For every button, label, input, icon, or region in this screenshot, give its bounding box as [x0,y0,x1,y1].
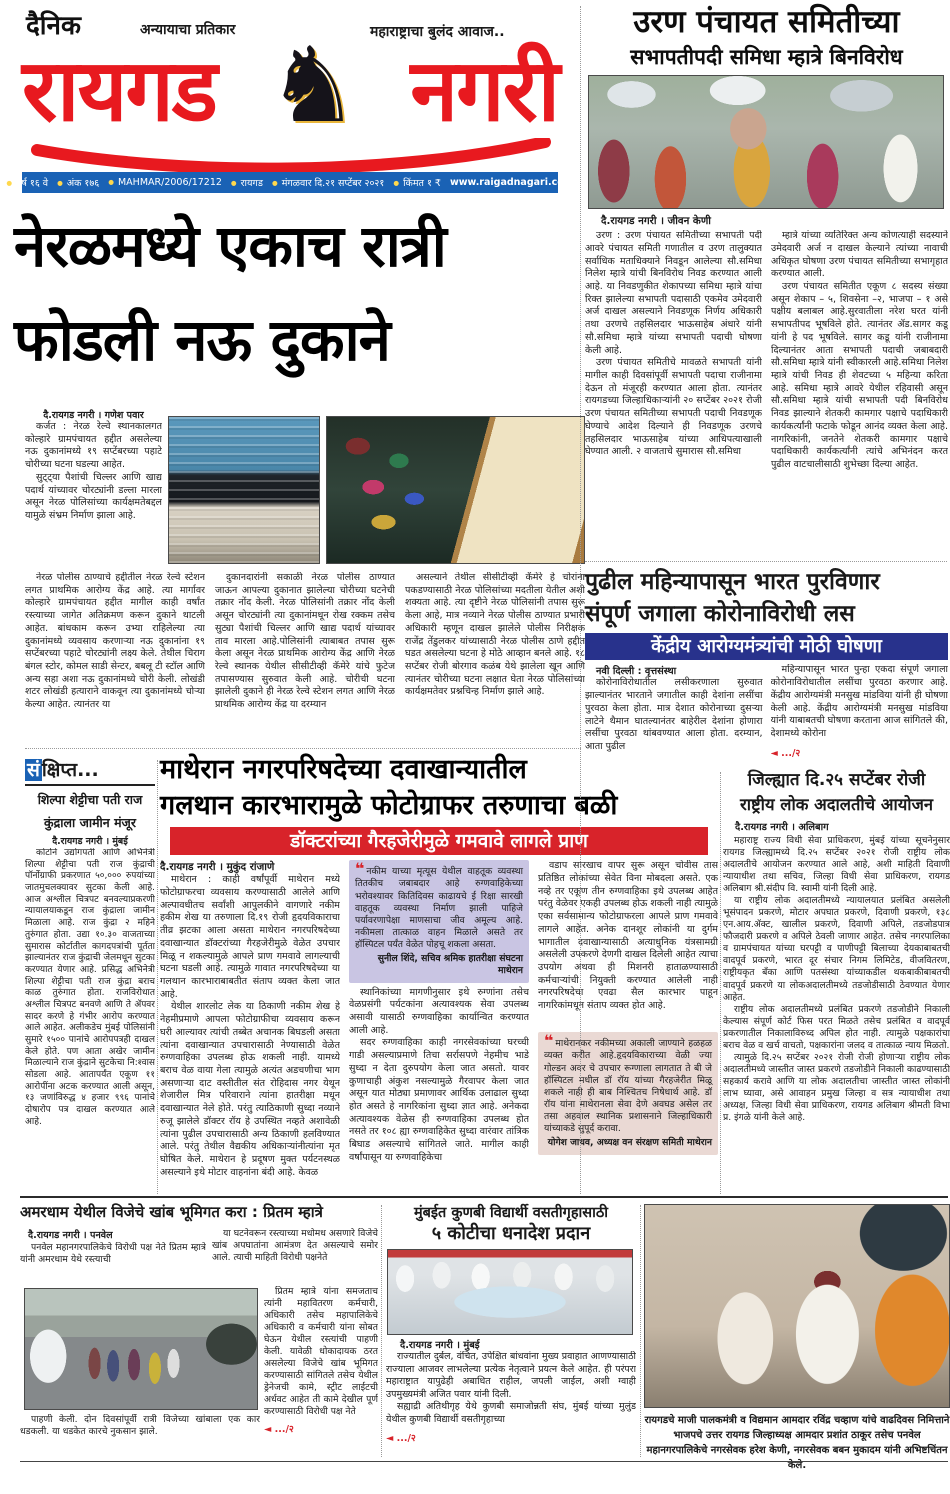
masthead [16,2,574,194]
matheran-column-a [160,860,340,1212]
birthday-greeting-photo [644,1204,950,1408]
neral-column-b [215,572,395,742]
lok-byline: दै.रायगड नगरी । अलिबाग [735,821,829,833]
uran-paragraph: उरण : उरण पंचायत समितीच्या सभापती पदी आवरे पंचायत समिती गणातील व उरण तालुक्यात सर्वाधिक मताधिक्याने निवडून आलेल्या सौ.समिधा निलेश म्हात्रे यांची बिनविरोध निवड करण्यात आली आहे. या निवडणुकीत शेकापच्या समिधा म्हात्रे यांचा रिक्त झालेल्या सभापती पदासाठी एकमेव उमेदवारी अर्ज दाखल असल्याने निवडणूक निर्णय अधिकारी तथा उरणचे तहसिलदार भाऊसाहेब अंधारे यांनी सौ.समिधा म्हात्रे यांच्या सभापती पदाची घोषणा केली आहे. [585,230,762,356]
lok-paragraph: राष्ट्रीय लोक अदालतीमध्ये प्रलंबित प्रकरणे तडजोडीने निकाली केल्यास संपूर्ण कोर्ट फिस परत मिळते तसेच प्रलंबित व वादपूर्व प्रकरणातील निकालाविरुध्द अपिल होत नाही. त्यामुळे पक्षकारांचा बराच वेळ व खर्च वाचतो, पक्षकारांना जलद व तात्काळ न्याय मिळतो. [723,1003,950,1051]
vertical-divider-bottom-2 [640,1205,641,1457]
matheran-column-c [538,860,718,1212]
uran-byline: दै.रायगड नगरी । जीवन केणी [601,215,711,228]
neral-body-columns [25,572,585,742]
neral-shop-shutter-photo [168,416,320,564]
brief-header-highlight: सं [27,759,40,781]
kunbi-byline: दै.रायगड नगरी । मुंबई [400,1340,480,1352]
uran-celebration-photo [588,75,944,209]
neral-column-a [25,572,205,742]
matheran-column-b [349,860,529,1212]
matheran-body-columns [160,860,718,1212]
quote-box-yogesh-jadhav [538,1032,718,1154]
infobar-year: ● वर्ष १६ वे [6,176,48,189]
birthday-photo-block [644,1204,950,1480]
brief-header-rest: क्षिप्त... [41,759,99,781]
uran-headline-line1: उरण पंचायत समितीच्या [633,4,900,40]
lok-paragraph: या राष्ट्रीय लोक अदालतीमध्ये न्यायालयात प्रलंबित असलेली भूसंपादन प्रकरणे, मोटार अपघात प्रकरणे, दिवाणी प्रकरणे, १३८ एन.आय.ॲक्ट, खालील प्रकरणे, दिवाणी अपिले, तडजोडपात्र फौजदारी प्रकरणे व अपिले ठेवली जाणार आहेत. तसेच नगरपालिका व ग्रामपंचायत यांच्या घरपट्टी व पाणीपट्टी बिलाच्या देयकाबाबतची वादपूर्व प्रकरणे, भारत दूर संचार निगम लिमिटेड, वीजवितरण, राष्ट्रीयकृत बँका आणि पतसंस्था यांच्याकडील थकबाकीबाबतची वादपूर्व प्रकरणे या लोकअदालतीमध्ये तडजोडीसाठी ठेवण्यात येणार आहेत. [723,895,950,1003]
quote-attribution: सुनील शिंदे, सचिव श्रमिक हातरीक्षा संघटना माथेरान [377,953,523,977]
article-neral-theft [25,404,585,744]
continuation-marker: ◄ .../२ [264,1424,294,1436]
quote-attribution: योगेश जाधव, अध्यक्ष वन संरक्षण समिती माथेरान [547,1137,712,1149]
lead-headline [14,200,586,388]
matheran-paragraph: स्थानिकांच्या मागणीनुसार इथे रुग्णांना तसेच वेळप्रसंगी पर्यटकांना अत्यावश्यक सेवा उपलब्ध असावी यासाठी रुग्णवाहिका कार्यान्वित करण्यात आली आहे. [349,986,529,1036]
brief-body [25,848,155,1200]
uran-column-2 [771,230,948,530]
brief-news-column [25,756,155,1196]
brief-byline: दै.रायगड नगरी । मुंबई [52,836,128,847]
corona-column-2 [771,664,949,776]
uran-paragraph: म्हात्रे यांच्या व्यतिरिक्त अन्य कोणत्याही सदस्याने उमेदवारी अर्ज न दाखल केल्याने त्यांच्या नावाची अधिकृत घोषणा उरण पंचायत समितीच्या सभागृहात करण्यात आली. [771,230,948,280]
uran-column-1 [585,230,762,530]
corona-subhead-band: केंद्रीय आरोग्यमंत्र्यांची मोठी घोषणा [585,633,948,660]
neral-column-c [405,572,585,742]
lok-body [723,835,950,1195]
article-kunbi-hostel [386,1202,636,1460]
website-link[interactable]: www.raigadnagari.com [449,177,574,188]
article-corona-vaccine [585,566,948,776]
continuation-marker: ◄ .../२ [770,747,801,759]
lok-paragraph: महाराष्ट्र राज्य विधी सेवा प्राधिकरण, मुंबई यांच्या सूचनेनुसार रायगड जिल्ह्यामध्ये दि.२५ सप्टेंबर २०२१ रोजी राष्ट्रीय लोक अदालतीचे आयोजन करण्यात आले आहे, अशी माहिती दिवाणी न्यायाधीश तथा सचिव, जिल्हा विधी सेवा प्राधिकरण, रायगड अलिबाग श्री.संदीप वि. स्वामी यांनी दिली आहे. [723,834,950,895]
amardham-paragraph: प्रितम म्हात्रे यांना समजताच त्यांनी महावितरण कर्मचारी, अधिकारी तसेच महापालिकेचे अधिकारी व कर्मचारी यांना सोबत घेऊन येथील रस्त्यांची पाहणी केली. यावेळी धोकादायक ठरत असलेल्या विजेचे खांब भूमिगत करण्यासाठी सांगितले तसेच येथील ड्रेनेजची कामे, स्ट्रीट लाईटची अर्धवट आहेत ती कामे देखील पूर्ण करण्यासाठी विरोधी पक्ष नेते [264,1286,378,1417]
kunbi-cheque-photo [387,1249,633,1335]
amardham-column-b-narrow [264,1286,378,1436]
uran-paragraph: उरण पंचायत समितीत एकूण ८ सदस्य संख्या असून शेकाप – ५, शिवसेना –२, भाजपा – १ असे पक्षीय बलाबल आहे.सुरवातीला नरेश घरत यांनी सभापतीपद भूषविले होते. त्यानंतर ॲड.सागर कडू यांनी हे पद भूषविले. सागर कडू यांनी राजीनामा दिल्यानंतर आता सभापती पदाची जबाबदारी सौ.समिधा म्हात्रे यांनी स्वीकारली आहे.समिधा निलेश म्हात्रे यांची निवड ही शेवटच्या ५ महिन्या करिता आहे. समिधा म्हात्रे आवरे येथील रहिवासी असून सौ.समिधा म्हात्रे यांची सभापती पदी बिनविरोध निवड झाल्याने शेतकरी कामगार पक्षाचे पदाधिकारी कार्यकर्त्यांनी फटाके फोडून आनंद व्यक्त केला आहे. नागरिकांनी, जनतेने शेतकरी कामगार पक्षाचे पदाधिकारी कार्यकर्त्यांनी त्यांचे अभिनंदन करत पुढील वाटचालीसाठी शुभेच्छा दिल्या आहेत. [771,281,948,471]
kunbi-paragraph: राज्यातील दुर्बल, वंचित, उपेक्षित बांधवांना मुख्य प्रवाहात आणण्यासाठी राज्याला आजवर लाभलेल्या प्रत्येक नेतृत्वाने प्रयत्न केले आहेत. ही परंपरा महाराष्ट्रात यापुढेही अबाधित राहील, जपली जाईल, अशी ग्वाही उपमुख्यमंत्री अजित पवार यांनी दिली. [386,1351,636,1400]
kunbi-paragraph: सह्याद्री अतिथीगृह येथे कुणबी समाजोन्नती संघ, मुंबई यांच्या मुलुंड येथील कुणबी विद्यार्थी वसतीगृहाच्या [386,1401,636,1425]
article-uran-sabhapati [585,2,948,560]
brief-section-header [25,756,155,786]
amardham-inspection-photo [24,1288,258,1410]
brief-headline-line1: शिल्पा शेट्टीचा पती राज [37,792,143,807]
publication-infobar [16,172,574,193]
corona-paragraph: महिन्यापासून भारत पुन्हा एकदा संपूर्ण जगाला कोरोनाविरोधातील लसींचा पुरवठा करणार आहे. केंद्रीय आरोग्यमंत्री मनसुख मांडविया यांनी ही घोषणा केली आहे. केंद्रीय आरोग्यमंत्री मनसुख मांडविया यांनी याबाबतची घोषणा करताना आज सांगितले की, देशामध्ये कोरोना [770,664,948,739]
matheran-paragraph: माथेरान : काही वर्षांपूर्वी माथेरान मध्ये फोटोग्राफरचा व्यवसाय करण्यासाठी आलेले आणि अल्पावधीतच सर्वांशी आपुलकीने वागणारे नकीम हकीम शेख या तरुणाला दि.१९ रोजी हृदयविकाराचा तीव्र झटका आला असता माथेरान नगरपरिषदेच्या दवाखान्यात डॉक्टरांच्या गैरहजेरीमुळे वेळेत उपचार मिळू न शकल्यामुळे आपले प्राण गमवावे लागल्याची घटना घडली आहे. त्यामुळे गावात नगरपरिषदेच्या या गलथान कारभाराबाबतीत संताप व्यक्त केला जात आहे. [160,874,340,1000]
quote-box-sunil-shinde [349,860,529,982]
lok-paragraph: त्यामुळे दि.२५ सप्टेंबर २०२१ रोजी रोजी होणाऱ्या राष्ट्रीय लोक अदालतीमध्ये जास्तीत जास्त प्रकरणे तडजोडीने निकाली काढण्यासाठी सहकार्य करावे आणि या लोक अदालतीचा जास्तीत जास्त लोकांनी लाभ घ्यावा, असे आवाहन प्रमुख जिल्हा व सत्र न्यायाधीश तथा अध्यक्ष, जिल्हा विधी सेवा प्राधिकरण, रायगड अलिबाग श्रीमती विभा प्र. इंगळे यांनी केले आहे. [723,1051,950,1124]
amardham-byline: दै.रायगड नगरी । पनवेल [28,1230,113,1241]
infobar-place: ● रायगड [231,176,263,189]
vertical-divider-bottom-1 [381,1205,382,1457]
amardham-headline: अमरधाम येथील विजेचे खांब भूमिगत करा : प्रितम म्हात्रे [20,1203,323,1221]
horizontal-rule-page-bottom [20,1461,948,1462]
logo-word-raigad: रायगड [22,40,216,141]
continuation-marker: ◄ .../२ [386,1433,416,1445]
uran-paragraph: उरण पंचायत समितीचे मावळते सभापती यांनी मागील काही दिवसांपूर्वी सभापती पदाचा राजीनामा देऊन तो मंजूरही करण्यात आला होता. त्यानंतर रायगडच्या जिल्हाधिकाऱ्यांनी २० सप्टेंबर २०२१ रोजी उरण पंचायत समितीच्या सभापती पदाची निवडणूक घेण्याचे आदेश दिल्याने ही निवडणूक उरणचे तहसिलदार भाऊसाहेब यांच्या आधिपत्याखाली घेण्यात आली. २ वाजताचे सुमारास सौ.समिधा [585,357,762,458]
matheran-paragraph: येथील शारलोट लेक या ठिकाणी नकीम शेख हे नेहमीप्रमाणे आपला फोटोग्राफीचा व्यवसाय करून घरी आल्यावर त्यांची तब्बेत अचानक बिघडली असता त्यांना दवाखान्यात उपचारासाठी नेण्यासाठी वेळेत रुग्णवाहिका उपलब्ध होऊ शकली नाही. यामध्ये बराच वेळ वाया गेला त्यामुळे अत्यंत अडचणीचा भाग असणाऱ्या दाट वस्तीतील संत रोहिदास नगर येथून शेजारील मित्र परिवाराने त्यांना हातरीक्षा मधून दवाखान्यात नेले होते. परंतु त्याठिकाणी सुध्दा नव्याने रुजू झालेले डॉक्टर रॉय हे उपस्थित नव्हते अशावेळी त्यांना पुढील उपचारासाठी अन्य ठिकाणी हलविण्यात आले. परंतु तेथील वैद्यकीय अधिकाऱ्यांनीत्यांना मृत घोषित केले. माथेरान हे प्रदूषण मुक्त पर्यटनस्थळ असल्याने इथे मोटार वाहनांना बंदी आहे. केवळ [160,1001,340,1178]
logo-word-nagari: नगरी [410,40,558,141]
amardham-column-a [20,1242,206,1274]
neral-paragraph: दुकानदारांनी सकाळी नेरळ पोलीस ठाण्यात जाऊन आपल्या दुकानात झालेल्या चोरीच्या घटनेची तक्रार नोंद केली. नेरळ पोलिसांनी तक्रार नोंद केली असून चोरट्यांनी त्या दुकानांमधून रोख रक्कम तसेच सुट्या पैशांची चिल्लर आणि खाद्य पदार्थ यांच्यावर ताव मारला आहे.पोलिसांनी त्याबाबत तपास सुरू केला असून नेरळ प्राथमिक आरोग्य केंद्र आणि नेरळ रेल्वे स्थानक येथील सीसीटीव्ही कॅमेरे यांचे फुटेज तपासण्यास सुरुवात केली आहे. चोरीची घटना झालेली दुकाने ही नेरळ रेल्वे स्टेशन लगत आणि नेरळ प्राथमिक आरोग्य केंद्र या दरम्यान [215,572,395,711]
vertical-divider-lok [720,772,721,1194]
horizontal-divider-neral [25,748,581,749]
horizontal-rule-bottom-band [20,1196,948,1198]
vertical-divider-main [580,6,581,1194]
kunbi-headline-line1: मुंबईत कुणबी विद्यार्थी वसतीगृहासाठी [413,1205,609,1221]
quote-text: माथेरानकर नकीमच्या अकाली जाण्याने हळहळ व्यक्त करीत आहे.हृदयविकाराच्या वेळी ज्या गोल्डन अवर चे उपचार रूग्णाला लागतात ते बी जे हॉस्पिटल मधील डॉ रॉय यांच्या गैरहजेरीत मिळू शकले नाही ही बाब निश्चितच निषेधार्थ आहे. डॉ रॉय यांना माथेरानला सेवा देणे अवघड असेल तर तसा अहवाल स्थानिक प्रशासनाने जिल्हाधिकारी यांच्याकडे सुपूर्द करावा. [544,1038,712,1135]
lead-headline-line2: फोडली नऊ दुकाने [14,305,390,374]
matheran-paragraph: सदर रुग्णवाहिका काही नगरसेवकांच्या घरच्ची गाडी असल्याप्रमाणे तिचा सर्रासपणे नेहमीच भाडे सुध्दा न देता दुरुपयोग केला जात असतो. यावर कुणाचाही अंकुश नसल्यामुळे गैरवापर केला जात असून यात मोठ्या प्रमाणावर आर्थिक उलाढाल सुध्दा होत असते हे नागरिकांना सुध्दा ज्ञात आहे. अनेकदा अत्यावश्यक वेळेस ही रुग्णवाहिका उपलब्ध होत नसते तर १०८ ह्या रुग्णवाहिकेत सुध्दा वारंवार तांत्रिक बिघाड असल्याचे सांगितले जाते. मागील काही वर्षांपासून या रुग्णवाहिकेचा [349,1037,529,1163]
slogan-right: महाराष्ट्राचा बुलंद आवाज.. [370,24,505,40]
shivaji-horse-rider-icon: ♞ [266,24,360,146]
horizontal-divider-uran [585,561,947,562]
lok-headline-line1: जिल्ह्यात दि.२५ सप्टेंबर रोजी [747,770,926,790]
infobar-price: ● किंमत १ ₹ [393,176,441,189]
uran-body-columns [585,230,948,530]
amardham-paragraph: या घटनेवरून रस्त्याच्या मधोमध असणारे विजेचे खांब अपघातांना आमंत्रण देत असल्याचे समोर आले. त्याची माहिती विरोधी पक्षनेते [212,1228,378,1263]
neral-paragraph: कर्जत : नेरळ रेल्वे स्थानकालगत कोल्हारे ग्रामपंचायत हद्दीत असलेल्या नऊ दुकानांमध्ये १९ सप्टेंबरच्या पहाटे चोरीच्या घटना घडल्या आहेत. [25,421,162,471]
corona-dateline: नवी दिल्ली : वृत्तसंस्था [596,666,677,678]
amardham-paragraph: पनवेल महानगरपालिकेचे विरोधी पक्ष नेते प्रितम म्हात्रे यांनी अमरधाम येथे रस्त्याची [20,1242,206,1265]
brief-headline-line2: कुंद्राला जामीन मंजूर [44,814,136,830]
neral-paragraph: नेरळ पोलीस ठाण्याचे हद्दीतील नेरळ रेल्वे स्टेशन लगत प्राथमिक आरोग्य केंद्र आहे. त्या मार्गावर कोल्हारे ग्रामपंचायत हद्दीत मागील काही वर्षांत रस्त्याच्या जागेत अतिक्रमण करून दुकाने थाटली आहेत. बांधकाम करून उभ्या राहिलेल्या त्या दुकानांमध्ये व्यवसाय करणाऱ्या नऊ दुकानांना १९ सप्टेंबरच्या पहाटे चोरट्यांनी लक्ष्य केले. तेथील चिराग बंगल स्टोर, कोमल साडी सेन्टर, बबलू टी स्टॉल आणि अन्य सहा अशा नऊ दुकानांमध्ये चोरी केली. लोखंडी शटर लोखंडी हत्याराने वाकवून त्या दुकानांमध्ये चोऱ्या केल्या आहेत. त्यानंतर या [25,572,205,711]
logo-swoosh [30,138,552,174]
article-amardham-poles [20,1202,378,1460]
matheran-headline-line1: माथेरान नगरपरिषदेच्या दवाखान्यातील [160,754,527,785]
kunbi-body [386,1351,636,1469]
matheran-subhead-band: डॉक्टरांच्या गैरहजेरीमुळे गमवावे लागले प्राण [170,827,708,855]
infobar-date: ● मंगळवार दि.२१ सप्टेंबर २०२१ [272,176,384,189]
infobar-registration: ● MAHMAR/2006/17212 [108,177,222,188]
neral-byline: दै.रायगड नगरी । गणेश पवार [43,410,144,421]
article-matheran-photographer [160,752,718,1198]
article-lok-adalat [723,768,950,1198]
vertical-divider-brief [157,760,158,1194]
amardham-paragraph: पाहणी केली. दोन दिवसांपूर्वी रात्री विजेच्या खांबाला एक कार धडकली. या धडकेत कारचे नुकसान झाले. [20,1414,260,1437]
matheran-byline: दै.रायगड नगरी । मुकुंद रांजाणे [160,861,275,874]
neral-paragraph: असल्याने तेथील सीसीटीव्ही कॅमेरे हे चोरांना पकडण्यासाठी नेरळ पोलिसांच्या मदतीला येतील अशी शक्यता आहे. त्या दृष्टीने नेरळ पोलिसांनी तपास सुरू केला आहे, मात्र नव्याने नेरळ पोलीस ठाण्यात प्रभारी अधिकारी म्हणून दाखल झालेले पोलीस निरीक्षक राजेंद्र तेंडुलकर यांच्यासाठी नेरळ पोलीस ठाणे हद्दीत घडत असलेल्या घटना हे मोठे आव्हान बनले आहे. १८ सप्टेंबर रोजी बोरगाव कळंब येथे झालेला खून आणि त्यानंतर चोरीच्या घटना लक्षात घेता नेरळ पोलिसांच्या कार्यक्षमतेवर प्रश्नचिन्ह निर्माण झाले आहे. [405,572,585,698]
neral-intro-column [25,408,162,566]
brief-paragraph: कोर्टाने उद्योगपती आणि अभिनेत्री शिल्पा शेट्टीचा पती राज कुंद्राची पॉर्नोग्राफी प्रकरणात ५०,००० रुपयांच्या जातमुचलक्यावर सुटका केली आहे. आज अश्लील चित्रपट बनवल्याप्रकरणी न्यायालयाकडून राज कुंद्राला जामीन मिळाला आहे. राज कुंद्रा २ महिने तुरुंगात होता. उद्या १०.३० वाजताच्या सुमारास कोर्टातील कागदपत्रांची पूर्तता झाल्यानंतर राज कुंद्राची जेलमधून सुटका करण्यात येणार आहे. प्रसिद्ध अभिनेत्री शिल्पा शेट्टीचा पती राज कुंद्रा बराच काळ तुरुंगात होता. राजविरोधात अश्लील चित्रपट बनवणे आणि ते ॲपवर सादर करणे हे गंभीर आरोप करण्यात आले आहेत. अलीकडेच मुंबई पोलिसांनी सुमारे १५०० पानांचे आरोपपत्रही दाखल केले होते. पण आता अखेर जामीन मिळाल्याने राज कुंद्राने सुटकेचा नि:श्वास सोडला आहे. आतापर्यंत एकूण ११ आरोपींना अटक करण्यात आली असून, १३ जणांविरुद्ध ४ हजार ९९६ पानांचे दोषारोप पत्र दाखल करण्यात आले आहे. [25,848,155,1127]
quote-mark-icon: ❝ [544,1031,554,1051]
edition-label: दैनिक [26,11,81,41]
lead-headline-line1: नेरळमध्ये एकाच रात्री [14,212,446,280]
birthday-photo-caption: रायगडचे माजी पालकमंत्री व विद्यमान आमदार रविंद्र चव्हाण यांचे वाढदिवस निमित्ताने भाजपचे उत्तर रायगड जिल्हाध्यक्ष आमदार प्रशांत ठाकूर तसेच पनवेल महानगरपालिकेचे नगरसेवक हरेश केणी, नगरसेवक बबन मुकादम यांनी अभिष्टचिंतन केले. [644,1415,950,1471]
corona-paragraph: कोरोनाविरोधातील लसीकरणाला सुरुवात झाल्यानंतर भारताने जगातील काही देशांना लसींचा पुरवठा केला होता. मात्र देशात कोरोनाच्या दुसऱ्या लाटेने थैमान घातल्यानंतर बाहेरील देशांना होणारा लसींचा पुरवठा थांबवण्यात आला होता. दरम्यान, आता पुढील [585,677,763,752]
kunbi-headline-line2: ५ कोटीचा धनादेश प्रदान [431,1223,591,1244]
neral-paragraph: सुट्ट्या पैशांची चिल्लर आणि खाद्य पदार्थ यांच्यावर चोरट्यांनी डल्ला मारला असून नेरळ पोलिसांच्या कार्यक्षमतेबद्दल यामुळे संभ्रम निर्माण झाला आहे. [25,471,162,522]
corona-headline-line1: पुढील महिन्यापासून भारत पुरविणार [585,569,880,595]
quote-text: नकीम याच्या मृत्यूस येथील वाहतूक व्यवस्था तितकीच जबाबदार आहे रुग्णवाहिकेच्या भरोवश्यावर कितिदिवस काढायचे ई रिक्षा सारखी वाहतूक व्यवस्था निर्माण झाली पाहिजे पर्यावरणापेक्षा माणसाचा जीव अमूल्य आहे. नकीमला तात्काळ वाहन मिळाले असते तर हॉस्पिटल पर्यंत वेळेत पोहचू शकला असता. [355,866,523,951]
corona-headline-line2: संपूर्ण जगाला कोरोनाविरोधी लस [585,601,855,628]
slogan-left: अन्यायाचा प्रतिकार [140,22,236,38]
quote-mark-icon: ❝ [355,860,365,879]
amardham-column-b-top [212,1228,378,1284]
uran-headline-line2: सभापतीपदी समिधा म्हात्रे बिनविरोध [630,44,903,69]
lok-headline-line2: राष्ट्रीय लोक अदालतीचे आयोजन [740,794,933,814]
neral-broken-shop-photo [326,416,585,564]
infobar-issue: ● अंक १७६ [57,176,99,189]
matheran-paragraph: वडाप सारखाच वापर सुरू असून चोवीस तास प्रतिष्ठित लोकांच्या सेवेत विना मोबदला असते. एक नव्हे तर एकूण तीन रुग्णवाहिका इथे उपलब्ध आहेत परंतु वेळेवर एकही उपलब्ध होऊ शकली नाही त्यामुळे एका सर्वसामान्य फोटोग्राफरला आपले प्राण गमवावे लागले आहेत. अनेक दानशूर लोकांनी या दुर्गम भागातील दवाखान्यासाठी अत्याधुनिक यंत्रसामग्री असलेली उपकरणे देणगी दाखल दिलेली आहेत त्याचा उपयोग अथवा ही मिशनरी हाताळण्यासाठी कर्मचाऱ्यांची नियुक्ती करण्यात आलेली नाही नगरपरिषदेचा एवढा सैल कारभार पाहून नागरिकांमधून संताप व्यक्त होत आहे. [538,860,718,1012]
amardham-column-a-tail [20,1414,260,1458]
matheran-headline-line2: गलथान कारभारामुळे फोटोग्राफर तरुणाचा बळी [160,789,618,821]
